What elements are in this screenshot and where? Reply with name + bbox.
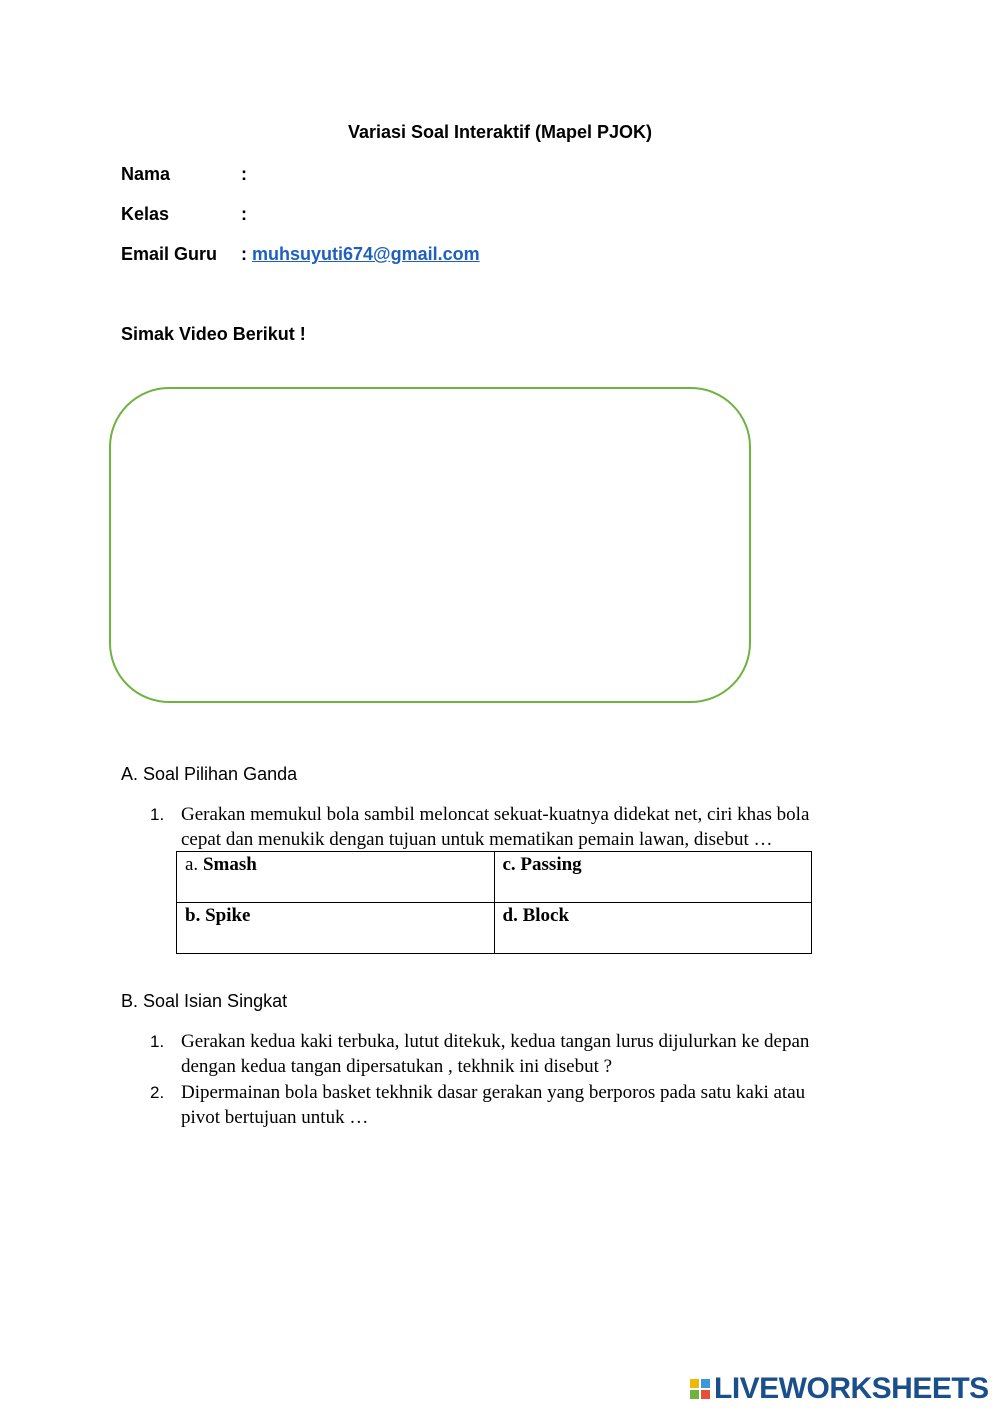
email-link[interactable]: muhsuyuti674@gmail.com bbox=[252, 244, 480, 264]
question-number: 1. bbox=[150, 805, 165, 824]
question-b2 bbox=[150, 1080, 860, 1130]
question-line: cepat dan menukik dengan tujuan untuk mematikan pemain lawan, disebut … bbox=[181, 829, 773, 850]
kelas-colon: : bbox=[241, 204, 247, 224]
question-number: 1. bbox=[150, 1032, 165, 1051]
question-line: dengan kedua tangan dipersatukan , tekhnik ini disebut ? bbox=[181, 1056, 613, 1077]
question-line: Gerakan kedua kaki terbuka, lutut ditekuk, kedua tangan lurus dijulurkan ke depan bbox=[181, 1031, 810, 1052]
logo-mark-icon bbox=[690, 1379, 710, 1399]
section-a-title: A. Soal Pilihan Ganda bbox=[121, 764, 298, 784]
logo-square bbox=[690, 1379, 699, 1388]
question-a1 bbox=[150, 802, 860, 852]
question-line: pivot bertujuan untuk … bbox=[181, 1107, 369, 1128]
logo-square bbox=[690, 1390, 699, 1399]
option-b-text: b. Spike bbox=[185, 905, 251, 926]
nama-colon: : bbox=[241, 164, 247, 184]
option-d-text: d. Block bbox=[502, 905, 570, 926]
logo-square bbox=[701, 1379, 710, 1388]
email-label: Email Guru bbox=[121, 244, 218, 264]
option-d[interactable] bbox=[494, 903, 812, 954]
question-line: Gerakan memukul bola sambil meloncat sekuat-kuatnya didekat net, ciri khas bola bbox=[181, 804, 810, 825]
option-a-prefix: a. bbox=[185, 854, 199, 875]
option-b[interactable] bbox=[177, 903, 495, 954]
kelas-label: Kelas bbox=[121, 204, 170, 224]
page-title: Variasi Soal Interaktif (Mapel PJOK) bbox=[347, 122, 653, 142]
question-number: 2. bbox=[150, 1083, 165, 1102]
answer-options-table bbox=[176, 851, 812, 954]
video-frame[interactable] bbox=[109, 387, 751, 703]
nama-label: Nama bbox=[121, 164, 171, 184]
option-a[interactable] bbox=[177, 852, 495, 903]
option-c[interactable] bbox=[494, 852, 812, 903]
email-colon: : bbox=[241, 244, 247, 264]
email-row bbox=[241, 244, 480, 265]
liveworksheets-logo bbox=[690, 1372, 989, 1406]
option-c-text: c. Passing bbox=[502, 854, 582, 875]
logo-text: LIVEWORKSHEETS bbox=[714, 1372, 989, 1405]
question-line: Dipermainan bola basket tekhnik dasar gerakan yang berporos pada satu kaki atau bbox=[181, 1082, 806, 1103]
option-a-text: Smash bbox=[202, 854, 257, 875]
section-b-title: B. Soal Isian Singkat bbox=[121, 991, 288, 1011]
question-b1 bbox=[150, 1029, 860, 1079]
logo-square bbox=[701, 1390, 710, 1399]
video-instruction: Simak Video Berikut ! bbox=[121, 324, 306, 344]
